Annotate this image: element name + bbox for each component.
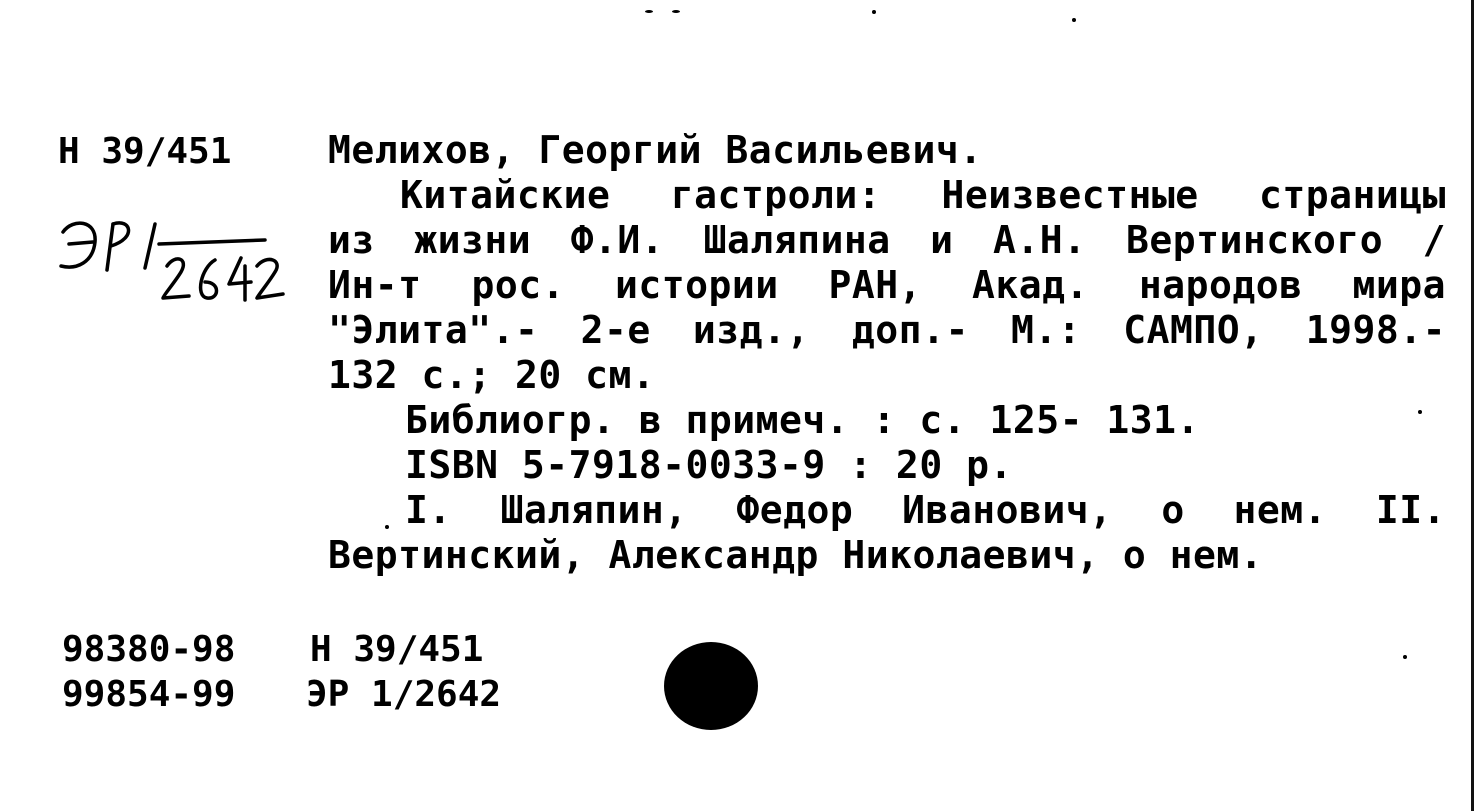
speck <box>672 10 680 13</box>
handwritten-mark <box>55 210 295 310</box>
shelfmark: Н 39/451 <box>58 131 232 172</box>
bibliography-note: Библиогр. в примеч. : с. 125- 131. <box>405 398 1200 442</box>
subjects-line: Вертинский, Александр Николаевич, о нем. <box>328 533 1264 577</box>
title-line: из жизни Ф.И. Шаляпина и А.Н. Вертинского / <box>328 218 1446 262</box>
speck <box>1072 18 1076 22</box>
speck <box>645 10 653 13</box>
accession-number: 98380-98 <box>62 629 236 670</box>
title-line: Ин-т рос. истории РАН, Акад. народов мира <box>328 263 1446 307</box>
speck <box>1403 655 1407 659</box>
isbn-note: ISBN 5-7918-0033-9 : 20 р. <box>405 443 1013 487</box>
accession-number: 99854-99 <box>62 674 236 715</box>
accession-code: ЭР 1/2642 <box>306 674 502 715</box>
collation-line: 132 с.; 20 см. <box>328 353 656 397</box>
title-line: Китайские гастроли: Неизвестные страницы <box>400 173 1446 217</box>
speck <box>385 525 389 529</box>
speck <box>1418 410 1422 414</box>
card-edge <box>1471 0 1474 811</box>
speck <box>872 10 876 14</box>
author-heading: Мелихов, Георгий Васильевич. <box>328 128 983 172</box>
subjects-line: I. Шаляпин, Федор Иванович, о нем. II. <box>405 488 1446 532</box>
accession-code: Н 39/451 <box>310 629 484 670</box>
punch-hole <box>664 642 758 730</box>
imprint-line: "Элита".- 2-е изд., доп.- М.: САМПО, 1998.- <box>328 308 1446 352</box>
